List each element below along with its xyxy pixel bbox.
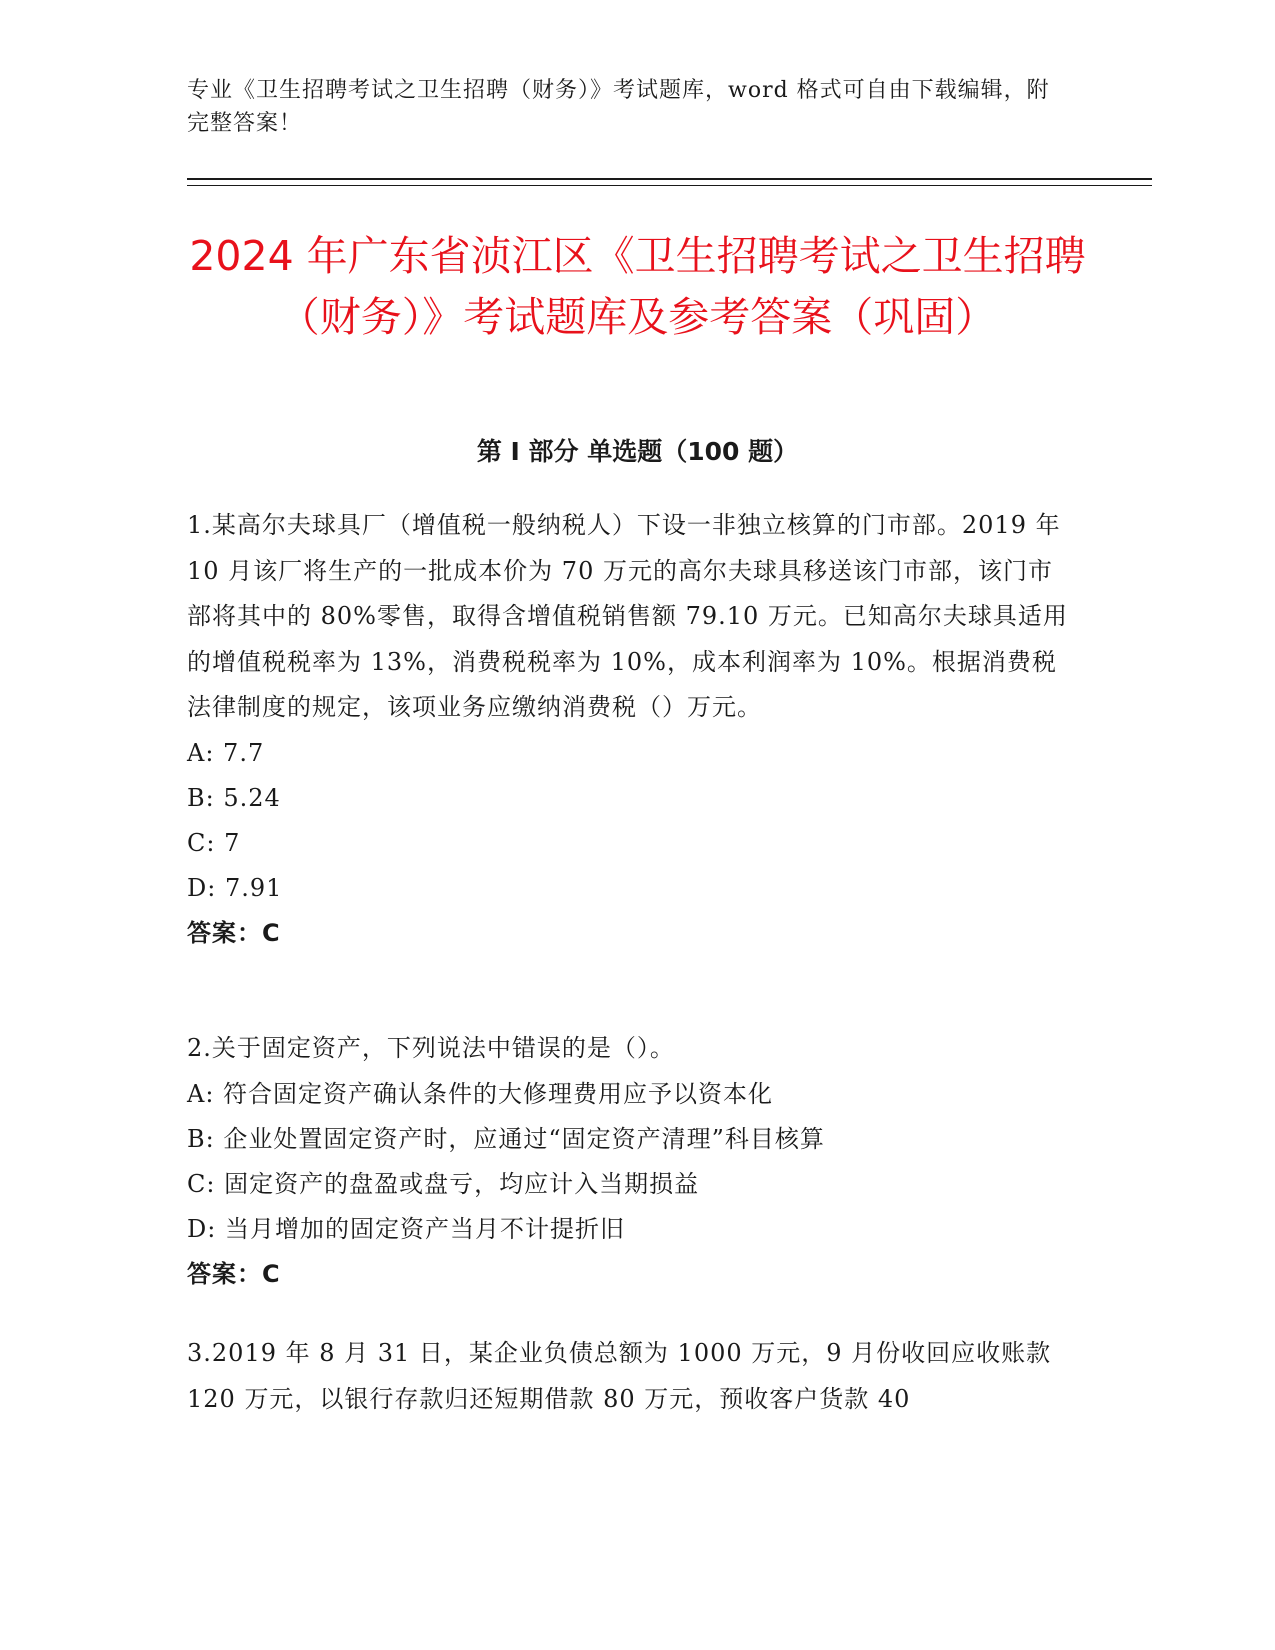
header-divider-thin bbox=[187, 185, 1152, 186]
question-1-answer: 答案：C bbox=[187, 918, 281, 947]
question-3 bbox=[187, 1331, 1077, 1422]
question-1-option-c: C: 7 bbox=[187, 828, 241, 857]
question-2-option-d: D: 当月增加的固定资产当月不计提折旧 bbox=[187, 1214, 625, 1243]
question-2-option-b: B: 企业处置固定资产时，应通过“固定资产清理”科目核算 bbox=[187, 1124, 825, 1153]
question-2-option-a: A: 符合固定资产确认条件的大修理费用应予以资本化 bbox=[187, 1079, 774, 1108]
question-1-option-a: A: 7.7 bbox=[187, 738, 265, 767]
question-1-stem: 1.某高尔夫球具厂（增值税一般纳税人）下设一非独立核算的门市部。2019 年 10 月该厂将生产的一批成本价为 70 万元的高尔夫球具移送该门市部，该门市部将其中的 80%零售，取得含增值税销售额 79.10 万元。已知高尔夫球具适用的增值税税率为 13%，消费税税率为 10%，成本利润率为 10%。根据消费税法律制度的规定，该项业务应缴纳消费税（）万元。 bbox=[187, 511, 1068, 721]
question-2-option-c: C: 固定资产的盘盈或盘亏，均应计入当期损益 bbox=[187, 1169, 700, 1198]
section-title: 第 I 部分 单选题（100 题） bbox=[476, 437, 799, 466]
header-note: 专业《卫生招聘考试之卫生招聘（财务）》考试题库，word 格式可自由下载编辑，附完整答案！ bbox=[187, 78, 1050, 136]
question-1-option-b: B: 5.24 bbox=[187, 783, 281, 812]
question-1-option-d: D: 7.91 bbox=[187, 873, 283, 902]
document-title: 2024 年广东省浈江区《卫生招聘考试之卫生招聘（财务）》考试题库及参考答案（巩固） bbox=[189, 232, 1086, 341]
question-1 bbox=[187, 503, 1077, 956]
question-2-answer: 答案：C bbox=[187, 1259, 281, 1288]
question-2 bbox=[187, 1026, 1077, 1297]
header-divider-thick bbox=[187, 178, 1152, 180]
question-3-stem: 3.2019 年 8 月 31 日，某企业负债总额为 1000 万元，9 月份收回应收账款 120 万元，以银行存款归还短期借款 80 万元，预收客户货款 40 bbox=[187, 1339, 1052, 1413]
question-2-stem: 2.关于固定资产，下列说法中错误的是（）。 bbox=[187, 1034, 675, 1062]
